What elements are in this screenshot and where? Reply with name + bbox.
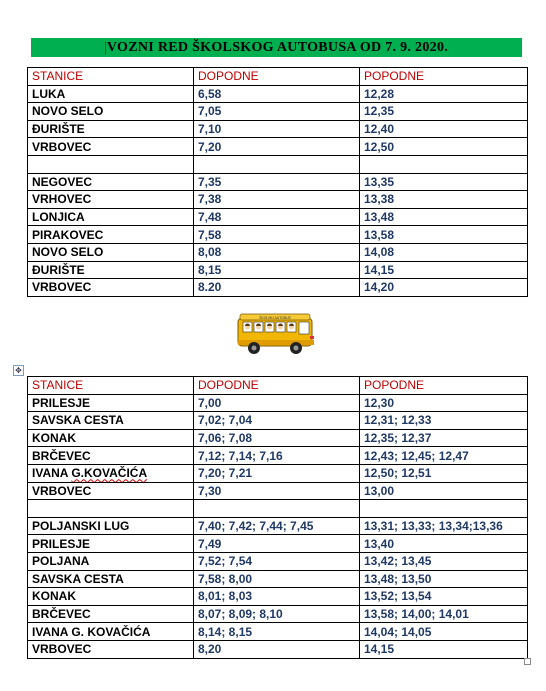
text-cursor — [105, 41, 106, 55]
column-header: STANICE — [28, 68, 194, 86]
morning-time-cell: 7,20 — [194, 138, 360, 156]
afternoon-time-cell: 12,30 — [360, 394, 528, 412]
stop-name-cell: KONAK — [28, 588, 194, 606]
table-move-handle-icon[interactable]: ✥ — [13, 365, 24, 376]
column-header: STANICE — [28, 377, 194, 395]
morning-time-cell: 7,12; 7,14; 7,16 — [194, 447, 360, 465]
spellcheck-underline: G.KOVAČIĆA — [71, 466, 148, 481]
page-title: VOZNI RED ŠKOLSKOG AUTOBUSA OD 7. 9. 2020. — [106, 39, 449, 55]
stop-name-cell: ĐURIŠTE — [28, 120, 194, 138]
afternoon-time-cell — [360, 155, 528, 173]
morning-time-cell: 7,30 — [194, 482, 360, 500]
morning-time-cell: 8,15 — [194, 261, 360, 279]
table-row — [28, 394, 528, 412]
column-header: DOPODNE — [194, 377, 360, 395]
morning-time-cell: 7,35 — [194, 173, 360, 191]
table-row — [28, 138, 528, 156]
morning-time-cell: 7,02; 7,04 — [194, 412, 360, 430]
morning-time-cell: 7,06; 7,08 — [194, 429, 360, 447]
afternoon-time-cell: 12,35; 12,37 — [360, 429, 528, 447]
afternoon-time-cell: 13,00 — [360, 482, 528, 500]
table-row — [28, 226, 528, 244]
afternoon-time-cell: 13,35 — [360, 173, 528, 191]
afternoon-time-cell: 14,08 — [360, 243, 528, 261]
table-row — [28, 447, 528, 465]
afternoon-time-cell — [360, 500, 528, 518]
afternoon-time-cell: 13,52; 13,54 — [360, 588, 528, 606]
table-row — [28, 191, 528, 209]
stop-name-cell: VRHOVEC — [28, 191, 194, 209]
table-row — [28, 482, 528, 500]
afternoon-time-cell: 14,20 — [360, 279, 528, 297]
stop-name-cell — [28, 155, 194, 173]
afternoon-time-cell: 13,58 — [360, 226, 528, 244]
stop-name-cell: LUKA — [28, 85, 194, 103]
afternoon-time-cell: 12,28 — [360, 85, 528, 103]
table-row — [28, 588, 528, 606]
stop-name-cell: IVANA G. KOVAČIĆA — [28, 623, 194, 641]
morning-time-cell: 7,38 — [194, 191, 360, 209]
morning-time-cell: 7,05 — [194, 103, 360, 121]
table-resize-handle[interactable] — [524, 658, 531, 665]
stop-name-cell: SAVSKA CESTA — [28, 412, 194, 430]
afternoon-time-cell: 12,40 — [360, 120, 528, 138]
morning-time-cell: 7,10 — [194, 120, 360, 138]
afternoon-time-cell: 14,15 — [360, 261, 528, 279]
stop-name-cell: VRBOVEC — [28, 482, 194, 500]
afternoon-time-cell: 13,40 — [360, 535, 528, 553]
morning-time-cell — [194, 500, 360, 518]
table-row — [28, 208, 528, 226]
table-row — [28, 500, 528, 518]
morning-time-cell: 7,52; 7,54 — [194, 552, 360, 570]
column-header: POPODNE — [360, 68, 528, 86]
afternoon-time-cell: 13,48; 13,50 — [360, 570, 528, 588]
afternoon-time-cell: 13,38 — [360, 191, 528, 209]
table-row — [28, 103, 528, 121]
table-row — [28, 279, 528, 297]
afternoon-time-cell: 13,31; 13,33; 13,34;13,36 — [360, 517, 528, 535]
stop-name-cell: NEGOVEC — [28, 173, 194, 191]
stop-name-cell: VRBOVEC — [28, 279, 194, 297]
table-row — [28, 552, 528, 570]
afternoon-time-cell: 12,50 — [360, 138, 528, 156]
morning-time-cell: 8.20 — [194, 279, 360, 297]
bus-sign-text: ŠKOLSKI AUTOBUS — [259, 315, 291, 320]
table-header-row — [28, 68, 528, 86]
stop-name-cell: VRBOVEC — [28, 138, 194, 156]
table-row — [28, 155, 528, 173]
table-row — [28, 623, 528, 641]
stop-name-cell: SAVSKA CESTA — [28, 570, 194, 588]
table-row — [28, 517, 528, 535]
school-bus-icon — [236, 312, 316, 356]
stop-name-cell: VRBOVEC — [28, 640, 194, 658]
stop-name-cell: NOVO SELO — [28, 243, 194, 261]
afternoon-time-cell: 13,42; 13,45 — [360, 552, 528, 570]
stop-name-cell: PRILESJE — [28, 535, 194, 553]
afternoon-time-cell: 12,31; 12,33 — [360, 412, 528, 430]
stop-name-cell: IVANA G.KOVAČIĆA — [28, 464, 194, 482]
afternoon-time-cell: 13,48 — [360, 208, 528, 226]
column-header: POPODNE — [360, 377, 528, 395]
table-row — [28, 85, 528, 103]
table-row — [28, 640, 528, 658]
table-row — [28, 261, 528, 279]
table-row — [28, 605, 528, 623]
morning-time-cell: 8,20 — [194, 640, 360, 658]
stop-name-cell — [28, 500, 194, 518]
schedule-table-2 — [27, 376, 528, 659]
table-row — [28, 412, 528, 430]
morning-time-cell: 7,58; 8,00 — [194, 570, 360, 588]
table-row — [28, 464, 528, 482]
table-row — [28, 173, 528, 191]
afternoon-time-cell: 14,15 — [360, 640, 528, 658]
stop-name-cell: NOVO SELO — [28, 103, 194, 121]
morning-time-cell: 7,20; 7,21 — [194, 464, 360, 482]
morning-time-cell: 7,40; 7,42; 7,44; 7,45 — [194, 517, 360, 535]
morning-time-cell: 8,07; 8,09; 8,10 — [194, 605, 360, 623]
stop-name-cell: BRČEVEC — [28, 605, 194, 623]
table-row — [28, 535, 528, 553]
schedule-table-1 — [27, 67, 528, 297]
morning-time-cell: 6,58 — [194, 85, 360, 103]
stop-name-cell: ĐURIŠTE — [28, 261, 194, 279]
morning-time-cell — [194, 155, 360, 173]
title-banner — [31, 38, 522, 57]
afternoon-time-cell: 14,04; 14,05 — [360, 623, 528, 641]
stop-name-cell: BRČEVEC — [28, 447, 194, 465]
table-row — [28, 243, 528, 261]
afternoon-time-cell: 12,43; 12,45; 12,47 — [360, 447, 528, 465]
morning-time-cell: 7,58 — [194, 226, 360, 244]
morning-time-cell: 8,14; 8,15 — [194, 623, 360, 641]
morning-time-cell: 8,01; 8,03 — [194, 588, 360, 606]
morning-time-cell: 8,08 — [194, 243, 360, 261]
stop-name-cell: KONAK — [28, 429, 194, 447]
afternoon-time-cell: 12,35 — [360, 103, 528, 121]
stop-name-cell: POLJANSKI LUG — [28, 517, 194, 535]
table-row — [28, 570, 528, 588]
stop-name-cell: POLJANA — [28, 552, 194, 570]
table-row — [28, 429, 528, 447]
stop-name-cell: PRILESJE — [28, 394, 194, 412]
morning-time-cell: 7,48 — [194, 208, 360, 226]
afternoon-time-cell: 12,50; 12,51 — [360, 464, 528, 482]
table-row — [28, 120, 528, 138]
stop-name-cell: PIRAKOVEC — [28, 226, 194, 244]
stop-name-cell: LONJICA — [28, 208, 194, 226]
morning-time-cell: 7,49 — [194, 535, 360, 553]
column-header: DOPODNE — [194, 68, 360, 86]
table-header-row — [28, 377, 528, 395]
afternoon-time-cell: 13,58; 14,00; 14,01 — [360, 605, 528, 623]
morning-time-cell: 7,00 — [194, 394, 360, 412]
